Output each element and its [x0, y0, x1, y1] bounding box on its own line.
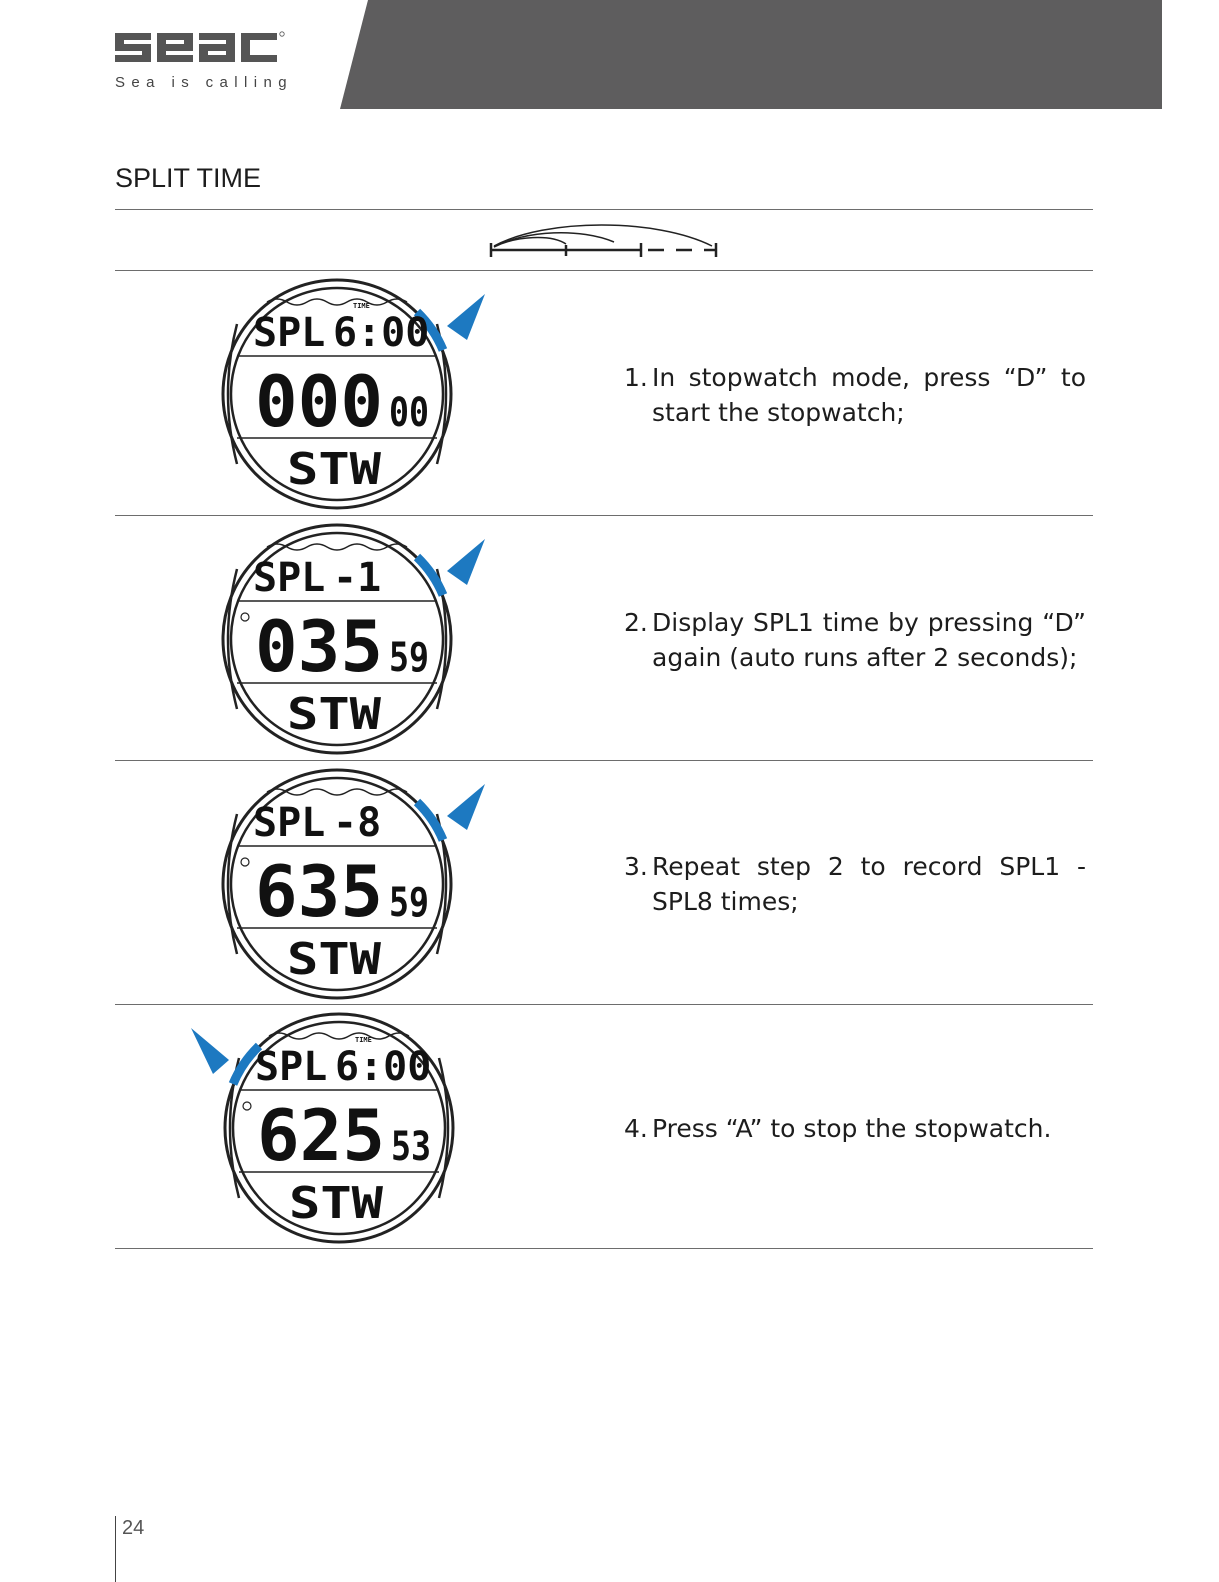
step-text: In stopwatch mode, press “D” to start the stopwatch; [652, 363, 1086, 427]
watch-display-step-2 [212, 521, 522, 765]
step-text: Display SPL1 time by pressing “D” again (auto runs after 2 seconds); [652, 608, 1086, 672]
section-title: SPLIT TIME [115, 163, 262, 193]
step-number: 4. [624, 1114, 648, 1143]
lcd-top-value: -1 [333, 555, 382, 601]
press-pointer-icon [447, 784, 485, 830]
lcd-top-value: 6:00 [335, 1044, 432, 1090]
press-pointer-icon [447, 294, 485, 340]
divider [115, 1248, 1093, 1249]
lcd-top-label: SPL [253, 800, 326, 846]
lcd-top-label: SPL [255, 1044, 328, 1090]
lcd-time-label: TIME [353, 302, 370, 310]
press-pointer-icon [191, 1028, 229, 1074]
watch-display-step-3 [212, 766, 522, 1010]
lcd-main-digits: 625 [257, 1095, 385, 1177]
lcd-time-label: TIME [355, 1036, 372, 1044]
lcd-main-digits: 035 [255, 606, 383, 688]
lcd-main-digits: 000 [255, 361, 383, 443]
lcd-bottom-label: STW [289, 1178, 384, 1229]
lcd-top-label: SPL [253, 310, 326, 356]
step-number: 2. [624, 608, 648, 637]
watch-display-step-4 [182, 1010, 492, 1254]
step-1 [624, 360, 1086, 430]
lcd-small-digits: 59 [389, 880, 429, 926]
step-3 [624, 849, 1086, 919]
divider [115, 270, 1093, 271]
divider [115, 1004, 1093, 1005]
lcd-top-value: 6:00 [333, 310, 430, 356]
lcd-top-value: -8 [333, 800, 382, 846]
step-2 [624, 605, 1086, 675]
divider [115, 209, 1093, 210]
lcd-top-label: SPL [253, 555, 326, 601]
header-band [340, 0, 1162, 109]
page-number-rule [115, 1516, 116, 1582]
brand-tagline: Sea is calling [115, 74, 293, 91]
lcd-small-digits: 59 [389, 635, 429, 681]
press-pointer-icon [447, 539, 485, 585]
step-4 [624, 1111, 1086, 1146]
page-number: 24 [122, 1517, 145, 1539]
lcd-small-digits: 00 [389, 390, 429, 436]
step-number: 3. [624, 852, 648, 881]
lcd-small-digits: 53 [391, 1124, 431, 1170]
divider [115, 515, 1093, 516]
seac-wordmark [113, 28, 288, 68]
lcd-bottom-label: STW [287, 444, 382, 495]
step-text: Press “A” to stop the stopwatch. [652, 1114, 1052, 1143]
lcd-bottom-label: STW [287, 689, 382, 740]
step-number: 1. [624, 363, 648, 392]
split-time-icon [486, 220, 722, 260]
lcd-bottom-label: STW [287, 934, 382, 985]
lcd-main-digits: 635 [255, 851, 383, 933]
step-text: Repeat step 2 to record SPL1 - SPL8 times; [652, 852, 1086, 916]
divider [115, 760, 1093, 761]
watch-display-step-1 [212, 276, 522, 520]
